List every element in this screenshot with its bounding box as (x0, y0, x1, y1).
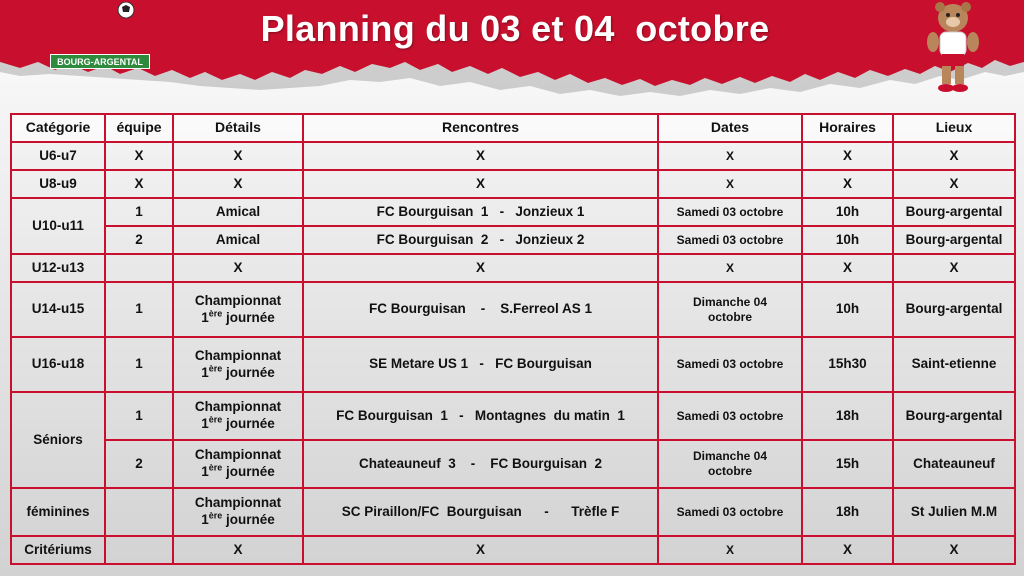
details-ordinal: 1 (201, 309, 209, 325)
planning-table (10, 113, 1016, 565)
cell-date: Samedi 03 octobre (658, 488, 802, 536)
cell-details (173, 392, 303, 440)
cell-lieu: X (893, 142, 1015, 170)
cell-categorie: U8-u9 (11, 170, 105, 198)
cell-details: X (173, 142, 303, 170)
cell-horaire: 10h (802, 198, 893, 226)
details-ordinal-sup: ère (208, 308, 223, 318)
details-ordinal-sup: ère (208, 510, 223, 521)
table-header-row (11, 114, 1015, 142)
cell-rencontre: X (303, 142, 658, 170)
cell-lieu: Saint-etienne (893, 337, 1015, 392)
header-equipe: équipe (105, 114, 173, 142)
cell-rencontre: FC Bourguisan 1 - Montagnes du matin 1 (303, 392, 658, 440)
cell-date: Samedi 03 octobre (658, 198, 802, 226)
cell-lieu: Bourg-argental (893, 392, 1015, 440)
cell-categorie: féminines (11, 488, 105, 536)
cell-details: X (173, 254, 303, 282)
cell-rencontre: SC Piraillon/FC Bourguisan - Trèfle F (303, 488, 658, 536)
cell-equipe: 2 (105, 440, 173, 488)
table-row (11, 198, 1015, 226)
cell-rencontre: X (303, 254, 658, 282)
cell-horaire: X (802, 142, 893, 170)
cell-lieu: Bourg-argental (893, 226, 1015, 254)
cell-equipe (105, 488, 173, 536)
cell-categorie: U14-u15 (11, 282, 105, 337)
cell-lieu: St Julien M.M (893, 488, 1015, 536)
header-rencontres: Rencontres (303, 114, 658, 142)
cell-rencontre: FC Bourguisan - S.Ferreol AS 1 (303, 282, 658, 337)
table-row (11, 226, 1015, 254)
cell-equipe: 1 (105, 392, 173, 440)
details-ordinal-sup: ère (208, 414, 223, 425)
cell-date: Samedi 03 octobre (658, 337, 802, 392)
cell-equipe: 1 (105, 337, 173, 392)
cell-equipe: X (105, 142, 173, 170)
cell-horaire: 15h30 (802, 337, 893, 392)
header-horaires: Horaires (802, 114, 893, 142)
header-dates: Dates (658, 114, 802, 142)
cell-details (173, 337, 303, 392)
cell-date: X (658, 142, 802, 170)
cell-equipe: 2 (105, 226, 173, 254)
cell-horaire: 18h (802, 392, 893, 440)
cell-lieu: X (893, 536, 1015, 564)
cell-equipe: 1 (105, 198, 173, 226)
cell-date: Dimanche 04 octobre (658, 440, 802, 488)
details-line1: Championnat (194, 495, 282, 511)
club-name-small: Football Club Bourguisan (54, 44, 146, 51)
cell-equipe: X (105, 170, 173, 198)
details-line1: Championnat (194, 399, 282, 415)
cell-date: X (658, 254, 802, 282)
cell-horaire: X (802, 536, 893, 564)
cell-details: X (173, 536, 303, 564)
cell-lieu: Bourg-argental (893, 198, 1015, 226)
cell-equipe: 1 (105, 282, 173, 337)
details-ordinal-sup: ère (208, 462, 223, 473)
table-row (11, 392, 1015, 440)
cell-rencontre: X (303, 536, 658, 564)
cell-equipe (105, 536, 173, 564)
details-rest: journée (222, 364, 275, 380)
details-rest: journée (222, 464, 275, 479)
cell-categorie: U16-u18 (11, 337, 105, 392)
cell-horaire: 10h (802, 282, 893, 337)
header-details: Détails (173, 114, 303, 142)
cell-lieu: Chateauneuf (893, 440, 1015, 488)
details-ordinal: 1 (201, 364, 209, 380)
cell-details: Amical (173, 226, 303, 254)
cell-rencontre: FC Bourguisan 1 - Jonzieux 1 (303, 198, 658, 226)
cell-categorie: U6-u7 (11, 142, 105, 170)
cell-rencontre: Chateauneuf 3 - FC Bourguisan 2 (303, 440, 658, 488)
club-name-banner: BOURG-ARGENTAL (50, 54, 150, 69)
details-rest: journée (222, 512, 275, 527)
cell-categorie: U10-u11 (11, 198, 105, 254)
cell-lieu: Bourg-argental (893, 282, 1015, 337)
cell-horaire: 18h (802, 488, 893, 536)
cell-rencontre: SE Metare US 1 - FC Bourguisan (303, 337, 658, 392)
cell-date: X (658, 170, 802, 198)
cell-date: Dimanche 04 octobre (658, 282, 802, 337)
details-ordinal-sup: ère (208, 363, 223, 373)
cell-details (173, 440, 303, 488)
table-row (11, 488, 1015, 536)
cell-date: Samedi 03 octobre (658, 226, 802, 254)
details-line1: Championnat (194, 292, 282, 308)
cell-details: Amical (173, 198, 303, 226)
cell-lieu: X (893, 170, 1015, 198)
cell-categorie: Séniors (11, 392, 105, 488)
table-row (11, 254, 1015, 282)
cell-equipe (105, 254, 173, 282)
page-title: Planning du 03 et 04 octobre (260, 8, 770, 49)
cell-categorie: Critériums (11, 536, 105, 564)
details-line1: Championnat (194, 347, 282, 363)
mascot-bear-icon (918, 0, 988, 96)
cell-details (173, 488, 303, 536)
table-row (11, 142, 1015, 170)
header-categorie: Catégorie (11, 114, 105, 142)
cell-horaire: X (802, 254, 893, 282)
table-row (11, 536, 1015, 564)
table-row (11, 337, 1015, 392)
cell-details: X (173, 170, 303, 198)
cell-details (173, 282, 303, 337)
header-lieux: Lieux (893, 114, 1015, 142)
cell-date: Samedi 03 octobre (658, 392, 802, 440)
cell-rencontre: FC Bourguisan 2 - Jonzieux 2 (303, 226, 658, 254)
details-ordinal: 1 (201, 512, 209, 527)
details-rest: journée (222, 416, 275, 431)
details-rest: journée (222, 309, 275, 325)
details-ordinal: 1 (201, 464, 209, 479)
cell-rencontre: X (303, 170, 658, 198)
table-row (11, 440, 1015, 488)
details-line1: Championnat (194, 447, 282, 463)
cell-lieu: X (893, 254, 1015, 282)
cell-date: X (658, 536, 802, 564)
table-row (11, 170, 1015, 198)
table-row (11, 282, 1015, 337)
cell-horaire: 10h (802, 226, 893, 254)
cell-horaire: 15h (802, 440, 893, 488)
details-ordinal: 1 (201, 416, 209, 431)
cell-categorie: U12-u13 (11, 254, 105, 282)
cell-horaire: X (802, 170, 893, 198)
